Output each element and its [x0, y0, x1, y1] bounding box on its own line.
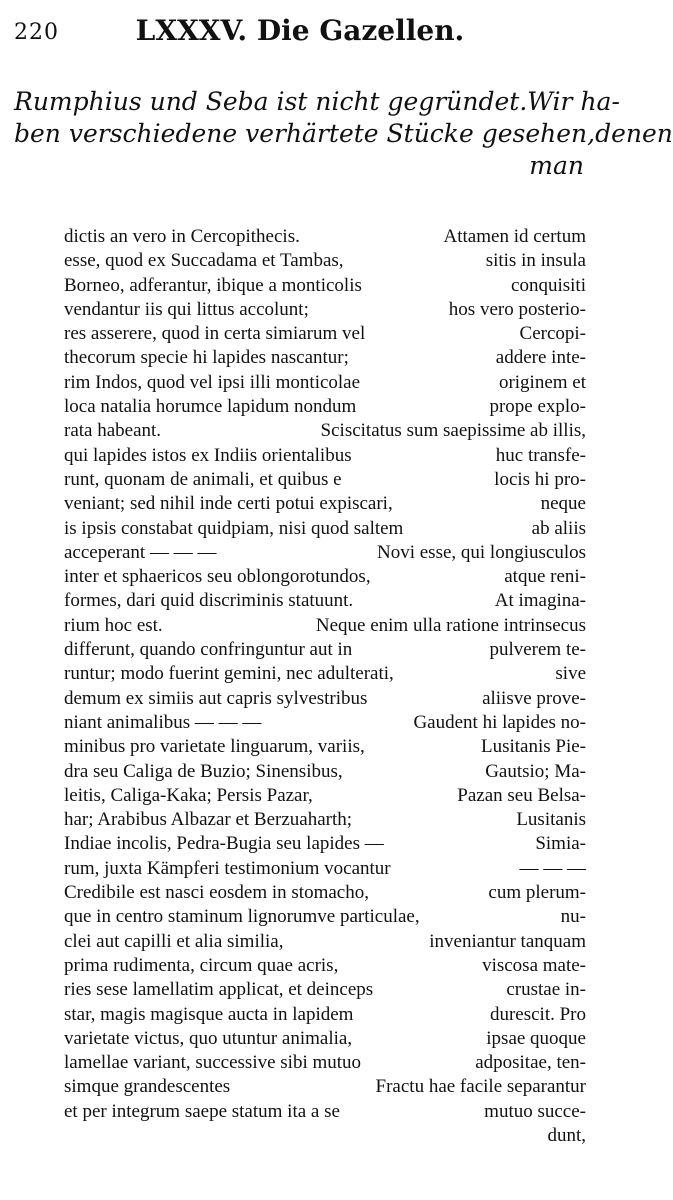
text-segment: aliisve prove-	[482, 687, 586, 709]
latin-text-line	[64, 444, 586, 468]
text-segment: veniant; sed nihil inde certi potui expiscari,	[64, 493, 393, 515]
latin-text-line	[64, 905, 586, 929]
latin-text-line	[64, 249, 586, 273]
text-segment: differunt, quando confringuntur aut in	[64, 639, 353, 661]
latin-text-line	[64, 808, 586, 832]
text-segment: sive	[555, 663, 586, 685]
text-segment: Pazan seu Belsa-	[457, 784, 586, 806]
text-segment: addere inte-	[495, 347, 586, 369]
latin-text-line	[64, 419, 586, 443]
text-segment: Indiae incolis, Pedra-Bugia seu lapides —	[64, 833, 384, 855]
text-segment: simque grandescentes	[64, 1076, 231, 1098]
latin-text-line	[64, 371, 586, 395]
text-segment: lamellae variant, successive sibi mutuo	[64, 1052, 362, 1074]
latin-text-line	[64, 541, 586, 565]
text-segment: rium hoc est.	[64, 614, 163, 636]
latin-text-line	[64, 711, 586, 735]
text-segment: har; Arabibus Albazar et Berzuaharth;	[64, 809, 353, 831]
text-segment: et per integrum saepe statum ita a se	[64, 1100, 340, 1122]
text-segment: que in centro staminum lignorumve particulae,	[64, 906, 420, 928]
latin-text-line	[64, 1003, 586, 1027]
text-segment: qui lapides istos ex Indiis orientalibus	[64, 444, 352, 466]
latin-text-line	[64, 274, 586, 298]
german-text-line	[14, 150, 584, 182]
text-segment: inter et sphaericos seu oblongorotundos,	[64, 566, 371, 588]
text-segment: ipsae quoque	[486, 1027, 586, 1049]
text-segment: runtur; modo fuerint gemini, nec adulterati,	[64, 663, 394, 685]
latin-text-line	[64, 857, 586, 881]
text-segment: ben verschiedene verhärtete Stücke gesehen,	[14, 119, 596, 148]
latin-text-line	[64, 687, 586, 711]
text-segment: ab aliis	[531, 517, 586, 539]
text-segment: At imagina-	[494, 590, 586, 612]
latin-text-line	[64, 225, 586, 249]
latin-text-line	[64, 395, 586, 419]
text-segment: pulverem te-	[489, 639, 586, 661]
latin-text-line	[64, 565, 586, 589]
text-segment: Gaudent hi lapides no-	[413, 711, 586, 733]
text-segment: prope explo-	[489, 396, 586, 418]
text-segment: huc transfe-	[495, 444, 586, 466]
text-segment: atque reni-	[504, 566, 586, 588]
latin-text-line	[64, 954, 586, 978]
text-segment: locis hi pro-	[494, 468, 586, 490]
text-segment: leitis, Caliga-Kaka; Persis Pazar,	[64, 784, 313, 806]
text-segment: Sciscitatus sum saepissime ab illis,	[320, 420, 586, 442]
text-segment: Gautsio; Ma-	[485, 760, 586, 782]
text-segment: Simia-	[535, 833, 586, 855]
german-text-line	[14, 118, 673, 150]
latin-text-line	[64, 978, 586, 1002]
text-segment: Lusitanis Pie-	[480, 736, 586, 758]
text-segment: niant animalibus — — —	[64, 711, 262, 733]
text-segment: Neque enim ulla ratione intrinsecus	[315, 614, 586, 636]
text-segment: durescit. Pro	[489, 1003, 586, 1025]
text-segment: conquisiti	[511, 274, 586, 296]
text-segment: rata habeant.	[64, 420, 162, 442]
text-segment: esse, quod ex Succadama et Tambas,	[64, 250, 344, 272]
text-segment: Lusitanis	[516, 809, 586, 831]
text-segment: Fractu hae facile separantur	[375, 1076, 586, 1098]
text-segment: Wir ha-	[527, 87, 620, 116]
text-segment: loca natalia horumce lapidum nondum	[64, 396, 357, 418]
page-header	[14, 14, 586, 54]
text-segment: Borneo, adferantur, ibique a monticolis	[64, 274, 362, 296]
text-segment: originem et	[498, 371, 586, 393]
latin-text-line	[64, 1027, 586, 1051]
latin-text-line	[64, 930, 586, 954]
text-segment: vendantur iis qui littus accolunt;	[64, 298, 309, 320]
text-segment: thecorum specie hi lapides nascantur;	[64, 347, 349, 369]
text-segment: ries sese lamellatim applicat, et deinceps	[64, 979, 374, 1001]
text-segment: clei aut capilli et alia similia,	[64, 930, 284, 952]
latin-text-line	[64, 492, 586, 516]
text-segment: formes, dari quid discriminis statuunt.	[64, 590, 354, 612]
text-segment: crustae in-	[506, 979, 586, 1001]
text-segment: is ipsis constabat quidpiam, nisi quod saltem	[64, 517, 404, 539]
text-segment: dunt,	[547, 1124, 586, 1146]
text-segment: star, magis magisque aucta in lapidem	[64, 1003, 354, 1025]
text-segment: — — —	[519, 857, 586, 879]
text-segment: runt, quonam de animali, et quibus e	[64, 468, 342, 490]
latin-text-line	[64, 298, 586, 322]
text-segment: rum, juxta Kämpferi testimonium vocantur	[64, 857, 391, 879]
text-segment: dictis an vero in Cercopithecis.	[64, 226, 300, 247]
text-segment: acceperant — — —	[64, 541, 217, 563]
latin-text-line	[64, 468, 586, 492]
latin-text-line	[64, 346, 586, 370]
latin-text-line	[64, 589, 586, 613]
text-segment: Credibile est nasci eosdem in stomacho,	[64, 882, 369, 904]
latin-text-line	[64, 735, 586, 759]
text-segment: sitis in insula	[485, 250, 586, 272]
text-segment: viscosa mate-	[482, 954, 586, 976]
latin-text-line	[64, 517, 586, 541]
latin-footnote-block	[64, 225, 586, 1148]
latin-text-line	[64, 1075, 586, 1099]
text-segment: minibus pro varietate linguarum, variis,	[64, 736, 365, 758]
page-number: 220	[14, 20, 59, 45]
text-segment: mutuo succe-	[484, 1100, 586, 1122]
text-segment: nu-	[560, 906, 586, 928]
text-segment: adpositae, ten-	[475, 1052, 586, 1074]
text-segment: demum ex simiis aut capris sylvestribus	[64, 687, 368, 709]
text-segment: cum plerum-	[488, 882, 586, 904]
latin-text-line	[64, 662, 586, 686]
text-segment: neque	[540, 493, 586, 515]
running-title: LXXXV. Die Gazellen.	[135, 14, 465, 47]
text-segment: hos vero posterio-	[448, 298, 586, 320]
german-text-block	[14, 86, 673, 182]
text-segment: man	[529, 151, 584, 180]
latin-text-line	[64, 638, 586, 662]
latin-text-line	[64, 614, 586, 638]
latin-text-line	[64, 1051, 586, 1075]
text-segment: rim Indos, quod vel ipsi illi monticolae	[64, 371, 361, 393]
text-segment: Rumphius und Seba ist nicht gegründet.	[14, 87, 528, 116]
text-segment: Novi esse, qui longiusculos	[377, 541, 586, 563]
text-segment: inveniantur tanquam	[429, 930, 586, 952]
text-segment: res asserere, quod in certa simiarum vel	[64, 323, 366, 345]
text-segment: denen	[595, 119, 673, 148]
text-segment: Attamen id certum	[443, 226, 586, 247]
latin-text-line	[64, 881, 586, 905]
german-text-line	[14, 86, 620, 118]
latin-text-line	[64, 1124, 586, 1148]
latin-text-line	[64, 784, 586, 808]
text-segment: Cercopi-	[519, 323, 586, 345]
latin-text-line	[64, 1100, 586, 1124]
text-segment: dra seu Caliga de Buzio; Sinensibus,	[64, 760, 343, 782]
latin-text-line	[64, 760, 586, 784]
latin-text-line	[64, 322, 586, 346]
text-segment: prima rudimenta, circum quae acris,	[64, 954, 339, 976]
text-segment: varietate victus, quo utuntur animalia,	[64, 1027, 353, 1049]
latin-text-line	[64, 832, 586, 856]
